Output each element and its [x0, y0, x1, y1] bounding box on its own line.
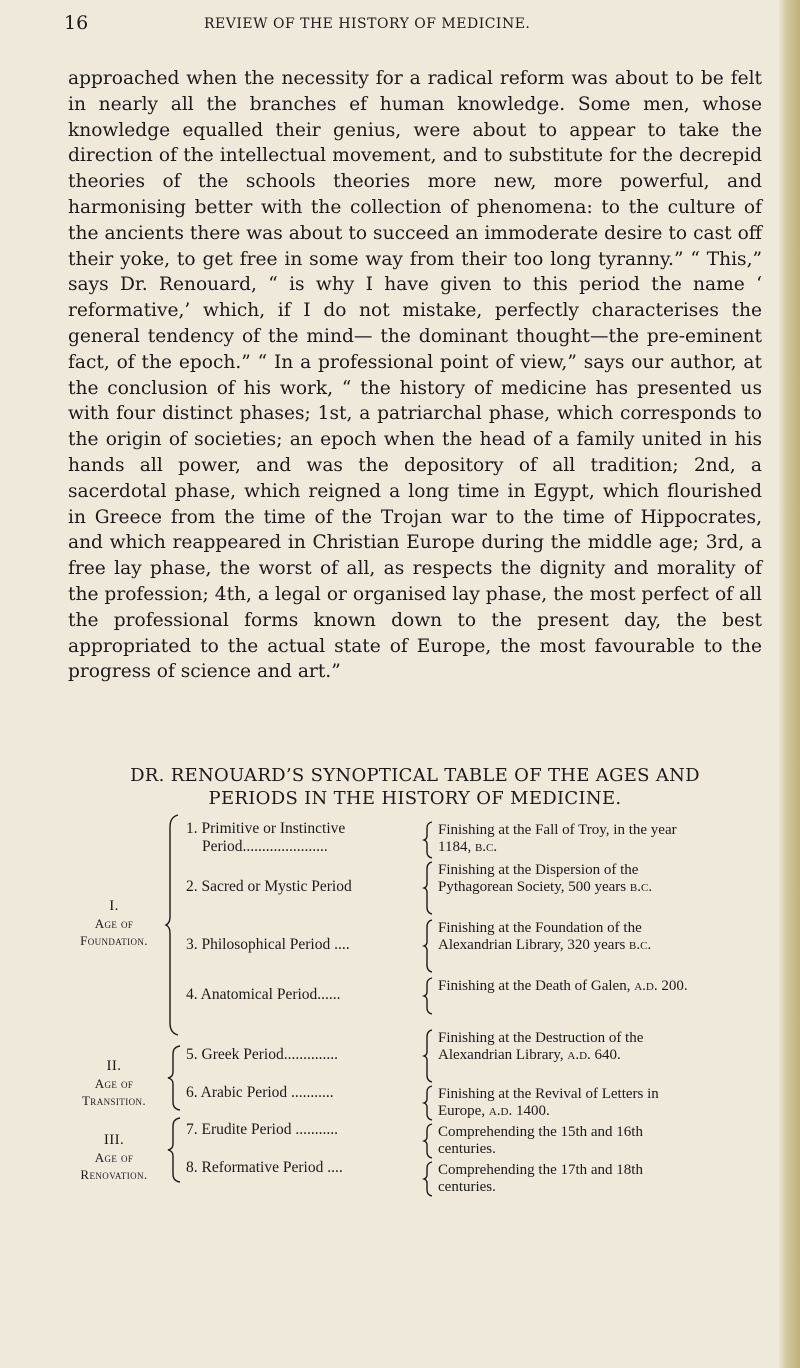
desc-brace-8	[424, 1162, 434, 1196]
desc-brace-2	[424, 862, 434, 914]
age-line2: Transition.	[81, 1093, 147, 1108]
age-line1: Age of	[94, 1150, 134, 1165]
age-numeral: III.	[103, 1132, 125, 1148]
period-7-description: Comprehending the 15th and 16th centuries.	[438, 1124, 643, 1157]
age-line1: Age of	[94, 916, 134, 931]
period-8-description: Comprehending the 17th and 18th centuries.	[438, 1162, 643, 1195]
page-number: 16	[64, 12, 89, 34]
desc-brace-6	[424, 1086, 434, 1120]
running-title: REVIEW OF THE HISTORY OF MEDICINE.	[204, 16, 531, 32]
table-title-line-2: PERIODS IN THE HISTORY OF MEDICINE.	[208, 788, 622, 809]
desc-brace-5	[424, 1030, 434, 1082]
period-6-description: Finishing at the Revival of Letters in Europe, a.d. 1400.	[438, 1086, 659, 1119]
period-5: 5. Greek Period..............	[186, 1046, 338, 1063]
desc-brace-4	[424, 978, 434, 1014]
age-brace-transition	[168, 1046, 182, 1110]
table-title-line-1: DR. RENOUARD’S SYNOPTICAL TABLE OF THE AGES AND	[130, 765, 700, 786]
period-1	[186, 820, 345, 856]
age-renovation	[64, 1132, 164, 1183]
period-2: 2. Sacred or Mystic Period	[186, 878, 352, 895]
period-2-description: Finishing at the Dispersion of the Pythagorean Society, 500 years b.c.	[438, 862, 653, 895]
desc-brace-7	[424, 1124, 434, 1158]
age-brace-foundation	[166, 815, 180, 1035]
period-8: 8. Reformative Period ....	[186, 1159, 343, 1176]
desc-brace-3	[424, 920, 434, 972]
period-4: 4. Anatomical Period......	[186, 986, 341, 1003]
age-line1: Age of	[94, 1076, 134, 1091]
age-line2: Foundation.	[80, 933, 148, 948]
period-4-description: Finishing at the Death of Galen, a.d. 200.	[438, 978, 688, 994]
period-7: 7. Erudite Period ...........	[186, 1121, 338, 1138]
period-6: 6. Arabic Period ...........	[186, 1084, 334, 1101]
age-foundation	[64, 898, 164, 949]
desc-brace-1	[424, 822, 434, 858]
period-1-description: Finishing at the Fall of Troy, in the year 1184, b.c.	[438, 822, 677, 855]
age-brace-renovation	[168, 1118, 182, 1182]
body-paragraph: approached when the necessity for a radical reform was about to be felt in nearly all the branches ef human knowledge. Some men, whose knowledge equalled their genius, were about to appear to take the direction of the intellectual movement, and to substitute for the decrepid theories of the schools theories more new, more powerful, and harmonising better with the collection of phenomena: to the culture of the ancients there was about to succeed an immoderate desire to cast off their yoke, to get free in some way from their too long tyranny.” “ This,” says Dr. Renouard, “ is why I have given to this period the name ‘ reformative,’ which, if I do not mistake, perfectly characterises the general tendency of the mind— the dominant thought—the pre-eminent fact, of the epoch.” “ In a professional point of view,” says our author, at the conclusion of his work, “ the history of medicine has presented us with four distinct phases; 1st, a patriarchal phase, which corresponds to the origin of societies; an epoch when the head of a family united in his hands all power, and was the depository of all tradition; 2nd, a sacerdotal phase, which reigned a long time in Egypt, which flourished in Greece from the time of the Trojan war to the time of Hippocrates, and which reappeared in Christian Europe during the middle age; 3rd, a free lay phase, the worst of all, as respects the dignity and morality of the profession; 4th, a legal or organised lay phase, the most perfect of all the professional forms known down to the present day, the best appropriated to the actual state of Europe, the most favourable to the progress of science and art.”	[68, 68, 762, 683]
period-5-description: Finishing at the Destruction of the Alexandrian Library, a.d. 640.	[438, 1030, 644, 1063]
age-numeral: I.	[109, 898, 119, 914]
age-numeral: II.	[106, 1058, 122, 1074]
period-1-label: 1. Primitive or Instinctive	[186, 820, 346, 837]
period-3: 3. Philosophical Period ....	[186, 936, 350, 953]
period-1-label-cont: Period......................	[202, 838, 328, 855]
age-line2: Renovation.	[80, 1167, 148, 1182]
period-3-description: Finishing at the Foundation of the Alexandrian Library, 320 years b.c.	[438, 920, 652, 953]
age-transition	[64, 1058, 164, 1109]
